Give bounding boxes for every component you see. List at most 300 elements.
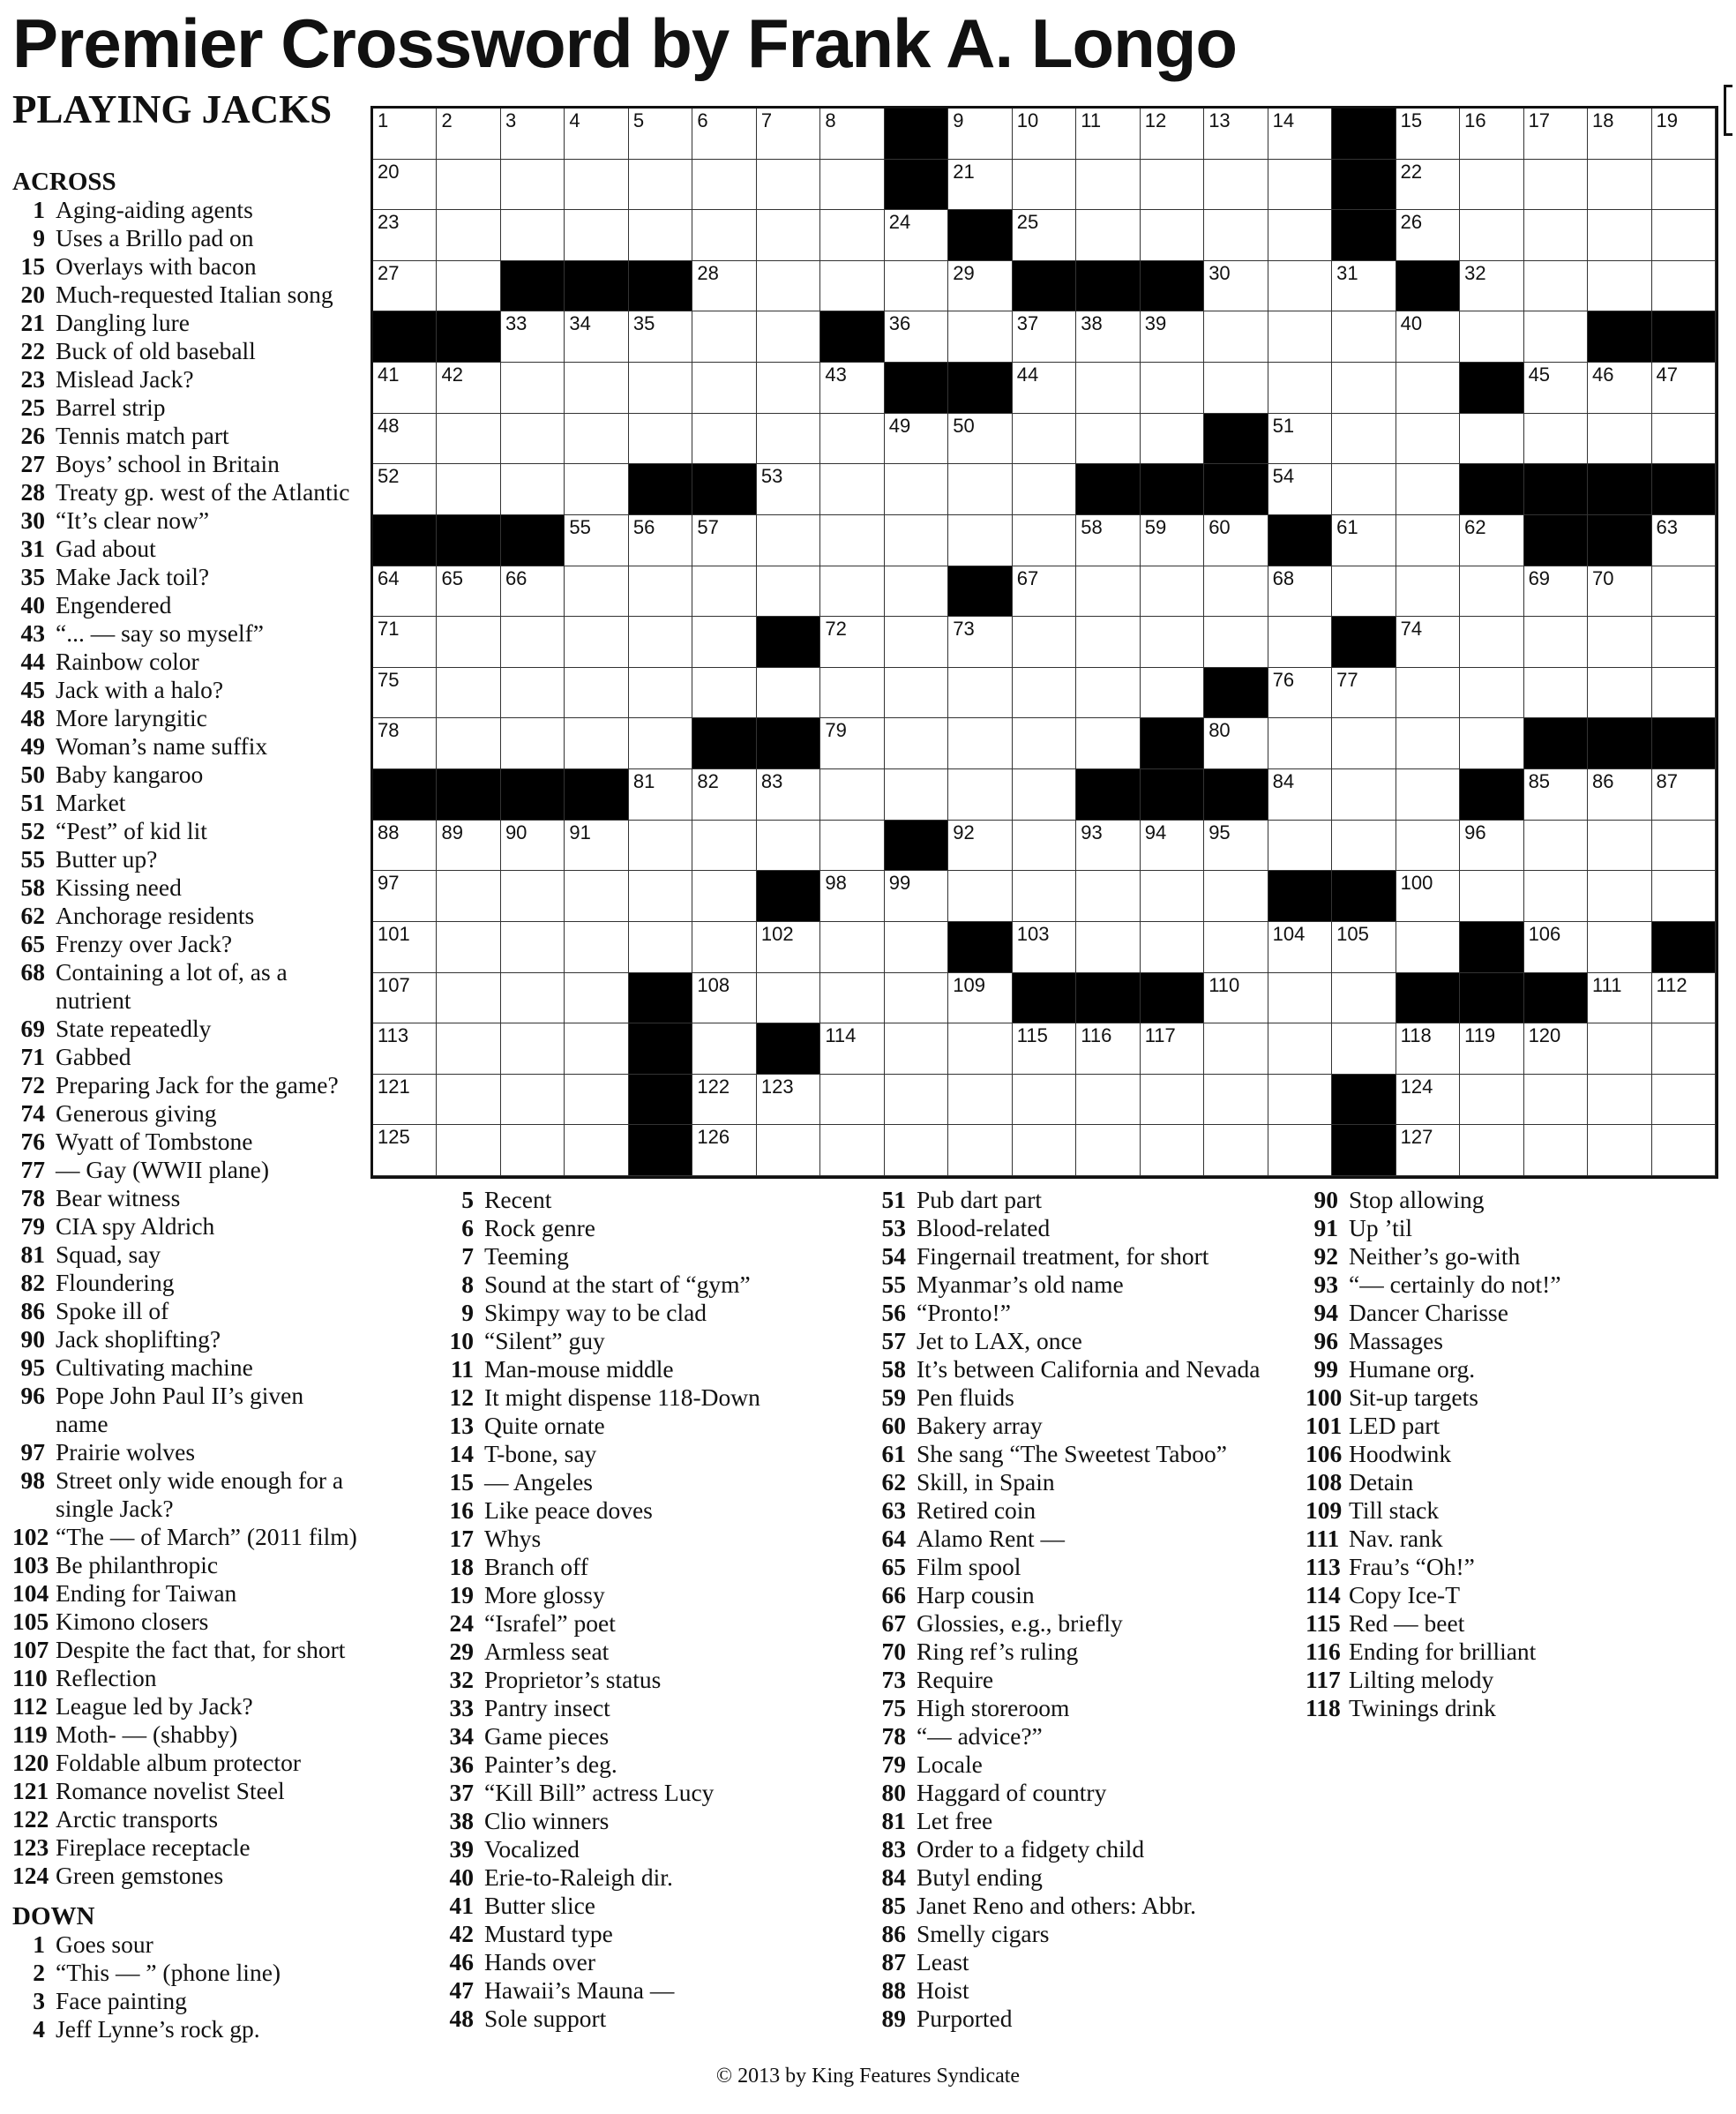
grid-cell[interactable] <box>1332 311 1396 363</box>
grid-cell[interactable] <box>757 210 820 261</box>
grid-cell[interactable] <box>1076 109 1140 160</box>
grid-cell[interactable] <box>1268 821 1332 872</box>
grid-cell[interactable] <box>820 821 884 872</box>
grid-cell[interactable] <box>1076 210 1140 261</box>
grid-cell[interactable] <box>820 515 884 566</box>
grid-cell[interactable] <box>1204 617 1268 668</box>
across-clue[interactable] <box>12 1353 358 1382</box>
grid-cell[interactable] <box>565 973 628 1024</box>
across-clue[interactable] <box>12 563 358 591</box>
grid-cell[interactable] <box>1204 718 1268 769</box>
grid-cell[interactable] <box>757 668 820 719</box>
grid-cell[interactable] <box>1204 973 1268 1024</box>
grid-cell[interactable] <box>820 718 884 769</box>
grid-cell[interactable] <box>565 464 628 515</box>
across-clue[interactable] <box>12 1382 358 1438</box>
grid-cell[interactable] <box>1588 922 1651 973</box>
down-clue[interactable] <box>441 1722 864 1750</box>
grid-cell[interactable] <box>1460 1075 1523 1126</box>
down-clue[interactable] <box>873 1186 1297 1214</box>
grid-cell[interactable] <box>373 1125 437 1176</box>
grid-cell[interactable] <box>1524 109 1588 160</box>
grid-cell[interactable] <box>629 769 692 821</box>
down-clue[interactable] <box>873 1750 1297 1779</box>
grid-cell[interactable] <box>1652 160 1716 211</box>
across-clue[interactable] <box>12 817 358 845</box>
grid-cell[interactable] <box>1588 566 1651 618</box>
down-clue[interactable] <box>873 1496 1297 1525</box>
grid-cell[interactable] <box>565 922 628 973</box>
grid-cell[interactable] <box>1460 261 1523 312</box>
grid-cell[interactable] <box>820 363 884 414</box>
grid-cell[interactable] <box>948 1125 1012 1176</box>
down-clue[interactable] <box>873 1779 1297 1807</box>
down-clue[interactable] <box>873 1327 1297 1355</box>
grid-cell[interactable] <box>820 464 884 515</box>
grid-cell[interactable] <box>885 617 948 668</box>
grid-cell[interactable] <box>1141 160 1204 211</box>
grid-cell[interactable] <box>885 718 948 769</box>
grid-cell[interactable] <box>1076 363 1140 414</box>
grid-cell[interactable] <box>1268 311 1332 363</box>
down-clue[interactable] <box>441 1440 864 1468</box>
grid-cell[interactable] <box>437 718 500 769</box>
grid-cell[interactable] <box>1524 1075 1588 1126</box>
grid-cell[interactable] <box>1141 566 1204 618</box>
across-clue[interactable] <box>12 1636 358 1664</box>
grid-cell[interactable] <box>501 973 565 1024</box>
grid-cell[interactable] <box>1524 311 1588 363</box>
down-clue[interactable] <box>873 1666 1297 1694</box>
grid-cell[interactable] <box>1524 363 1588 414</box>
grid-cell[interactable] <box>1588 668 1651 719</box>
grid-cell[interactable] <box>373 566 437 618</box>
grid-cell[interactable] <box>757 515 820 566</box>
grid-cell[interactable] <box>885 871 948 922</box>
grid-cell[interactable] <box>1524 210 1588 261</box>
grid-cell[interactable] <box>373 617 437 668</box>
down-clue[interactable] <box>1306 1525 1720 1553</box>
grid-cell[interactable] <box>885 922 948 973</box>
grid-cell[interactable] <box>501 109 565 160</box>
grid-cell[interactable] <box>948 464 1012 515</box>
grid-cell[interactable] <box>437 414 500 465</box>
down-clue[interactable] <box>1306 1383 1720 1412</box>
grid-cell[interactable] <box>1652 1023 1716 1075</box>
across-clue[interactable] <box>12 1043 358 1071</box>
grid-cell[interactable] <box>1332 464 1396 515</box>
grid-cell[interactable] <box>885 769 948 821</box>
grid-cell[interactable] <box>820 871 884 922</box>
grid-cell[interactable] <box>1524 821 1588 872</box>
grid-cell[interactable] <box>373 109 437 160</box>
across-clue[interactable] <box>12 1692 358 1720</box>
down-clue[interactable] <box>873 1638 1297 1666</box>
grid-cell[interactable] <box>565 210 628 261</box>
down-clue[interactable] <box>441 1779 864 1807</box>
grid-cell[interactable] <box>437 821 500 872</box>
grid-cell[interactable] <box>629 718 692 769</box>
grid-cell[interactable] <box>757 261 820 312</box>
grid-cell[interactable] <box>757 973 820 1024</box>
grid-cell[interactable] <box>948 414 1012 465</box>
grid-cell[interactable] <box>820 973 884 1024</box>
down-clue[interactable] <box>1306 1271 1720 1299</box>
down-clue[interactable] <box>441 1750 864 1779</box>
down-clue[interactable] <box>441 1553 864 1581</box>
down-clue[interactable] <box>441 1807 864 1835</box>
grid-cell[interactable] <box>820 566 884 618</box>
grid-cell[interactable] <box>1460 617 1523 668</box>
across-clue[interactable] <box>12 676 358 704</box>
grid-cell[interactable] <box>373 1075 437 1126</box>
grid-cell[interactable] <box>1204 311 1268 363</box>
across-clue[interactable] <box>12 394 358 422</box>
grid-cell[interactable] <box>1652 1125 1716 1176</box>
grid-cell[interactable] <box>373 160 437 211</box>
grid-cell[interactable] <box>1076 160 1140 211</box>
down-clue[interactable] <box>441 1271 864 1299</box>
grid-cell[interactable] <box>885 464 948 515</box>
grid-cell[interactable] <box>1524 617 1588 668</box>
grid-cell[interactable] <box>1332 718 1396 769</box>
down-clue[interactable] <box>441 1468 864 1496</box>
grid-cell[interactable] <box>1588 160 1651 211</box>
grid-cell[interactable] <box>1204 160 1268 211</box>
grid-cell[interactable] <box>1652 617 1716 668</box>
grid-cell[interactable] <box>885 311 948 363</box>
grid-cell[interactable] <box>1141 210 1204 261</box>
grid-cell[interactable] <box>1332 566 1396 618</box>
grid-cell[interactable] <box>820 617 884 668</box>
across-clue[interactable] <box>12 1664 358 1692</box>
grid-cell[interactable] <box>1076 1125 1140 1176</box>
down-clue[interactable] <box>12 2015 358 2043</box>
grid-cell[interactable] <box>1652 1075 1716 1126</box>
grid-cell[interactable] <box>1588 1125 1651 1176</box>
grid-cell[interactable] <box>1588 261 1651 312</box>
across-clue[interactable] <box>12 450 358 478</box>
grid-cell[interactable] <box>885 668 948 719</box>
grid-cell[interactable] <box>565 871 628 922</box>
across-clue[interactable] <box>12 196 358 224</box>
down-clue[interactable] <box>873 1214 1297 1242</box>
across-clue[interactable] <box>12 1466 358 1523</box>
grid-cell[interactable] <box>1013 414 1076 465</box>
across-clue[interactable] <box>12 1579 358 1608</box>
down-clue[interactable] <box>873 1468 1297 1496</box>
grid-cell[interactable] <box>1396 566 1460 618</box>
grid-cell[interactable] <box>1013 464 1076 515</box>
grid-cell[interactable] <box>629 821 692 872</box>
down-clue[interactable] <box>873 1355 1297 1383</box>
grid-cell[interactable] <box>501 617 565 668</box>
grid-cell[interactable] <box>757 566 820 618</box>
grid-cell[interactable] <box>948 617 1012 668</box>
grid-cell[interactable] <box>1013 160 1076 211</box>
grid-cell[interactable] <box>820 261 884 312</box>
across-clue[interactable] <box>12 1438 358 1466</box>
across-clue[interactable] <box>12 1749 358 1777</box>
grid-cell[interactable] <box>1013 871 1076 922</box>
grid-cell[interactable] <box>820 769 884 821</box>
grid-cell[interactable] <box>757 363 820 414</box>
grid-cell[interactable] <box>948 821 1012 872</box>
grid-cell[interactable] <box>1332 821 1396 872</box>
down-clue[interactable] <box>441 1863 864 1892</box>
across-clue[interactable] <box>12 1720 358 1749</box>
grid-cell[interactable] <box>1013 769 1076 821</box>
grid-cell[interactable] <box>1076 414 1140 465</box>
grid-cell[interactable] <box>1396 1023 1460 1075</box>
grid-cell[interactable] <box>1204 363 1268 414</box>
across-clue[interactable] <box>12 1862 358 1890</box>
across-clue[interactable] <box>12 761 358 789</box>
grid-cell[interactable] <box>1524 769 1588 821</box>
down-clue[interactable] <box>441 1383 864 1412</box>
down-clue[interactable] <box>873 1412 1297 1440</box>
across-clue[interactable] <box>12 591 358 619</box>
grid-cell[interactable] <box>757 109 820 160</box>
across-clue[interactable] <box>12 1608 358 1636</box>
down-clue[interactable] <box>873 1920 1297 1948</box>
grid-cell[interactable] <box>1268 566 1332 618</box>
grid-cell[interactable] <box>629 566 692 618</box>
grid-cell[interactable] <box>1141 515 1204 566</box>
grid-cell[interactable] <box>1013 1075 1076 1126</box>
grid-cell[interactable] <box>1141 617 1204 668</box>
grid-cell[interactable] <box>565 1023 628 1075</box>
grid-cell[interactable] <box>1396 515 1460 566</box>
grid-cell[interactable] <box>1460 1023 1523 1075</box>
grid-cell[interactable] <box>629 922 692 973</box>
grid-cell[interactable] <box>820 414 884 465</box>
grid-cell[interactable] <box>1013 1023 1076 1075</box>
grid-cell[interactable] <box>1141 311 1204 363</box>
across-clue[interactable] <box>12 506 358 535</box>
down-clue[interactable] <box>873 1807 1297 1835</box>
grid-cell[interactable] <box>1396 464 1460 515</box>
grid-cell[interactable] <box>629 109 692 160</box>
grid-cell[interactable] <box>692 821 756 872</box>
grid-cell[interactable] <box>692 160 756 211</box>
grid-cell[interactable] <box>629 210 692 261</box>
across-clue[interactable] <box>12 902 358 930</box>
down-clue[interactable] <box>1306 1214 1720 1242</box>
grid-cell[interactable] <box>437 1125 500 1176</box>
down-clue[interactable] <box>873 1242 1297 1271</box>
down-clue[interactable] <box>873 1440 1297 1468</box>
grid-cell[interactable] <box>757 1125 820 1176</box>
grid-cell[interactable] <box>1460 414 1523 465</box>
grid-cell[interactable] <box>1076 821 1140 872</box>
down-clue[interactable] <box>873 1299 1297 1327</box>
grid-cell[interactable] <box>1460 668 1523 719</box>
grid-cell[interactable] <box>629 363 692 414</box>
grid-cell[interactable] <box>1013 922 1076 973</box>
grid-cell[interactable] <box>1268 414 1332 465</box>
grid-cell[interactable] <box>1588 617 1651 668</box>
grid-cell[interactable] <box>1396 363 1460 414</box>
grid-cell[interactable] <box>885 1023 948 1075</box>
down-clue[interactable] <box>873 1892 1297 1920</box>
down-clue[interactable] <box>873 1581 1297 1609</box>
down-clue[interactable] <box>873 1553 1297 1581</box>
grid-cell[interactable] <box>1141 871 1204 922</box>
across-clue[interactable] <box>12 422 358 450</box>
grid-cell[interactable] <box>1332 973 1396 1024</box>
down-clue[interactable] <box>441 1835 864 1863</box>
grid-cell[interactable] <box>1396 1125 1460 1176</box>
grid-cell[interactable] <box>948 515 1012 566</box>
grid-cell[interactable] <box>692 261 756 312</box>
grid-cell[interactable] <box>1524 668 1588 719</box>
across-clue[interactable] <box>12 1833 358 1862</box>
grid-cell[interactable] <box>437 668 500 719</box>
grid-cell[interactable] <box>1076 515 1140 566</box>
grid-cell[interactable] <box>757 464 820 515</box>
grid-cell[interactable] <box>1332 261 1396 312</box>
across-clue[interactable] <box>12 281 358 309</box>
grid-cell[interactable] <box>1076 1075 1140 1126</box>
grid-cell[interactable] <box>501 821 565 872</box>
across-clue[interactable] <box>12 1156 358 1184</box>
grid-cell[interactable] <box>501 363 565 414</box>
grid-cell[interactable] <box>565 160 628 211</box>
grid-cell[interactable] <box>1076 668 1140 719</box>
down-clue[interactable] <box>1306 1666 1720 1694</box>
grid-cell[interactable] <box>437 210 500 261</box>
across-clue[interactable] <box>12 1777 358 1805</box>
down-clue[interactable] <box>873 1835 1297 1863</box>
grid-cell[interactable] <box>1652 210 1716 261</box>
across-clue[interactable] <box>12 252 358 281</box>
grid-cell[interactable] <box>1141 821 1204 872</box>
across-clue[interactable] <box>12 1805 358 1833</box>
grid-cell[interactable] <box>1460 718 1523 769</box>
grid-cell[interactable] <box>1076 1023 1140 1075</box>
grid-cell[interactable] <box>1268 769 1332 821</box>
grid-cell[interactable] <box>948 160 1012 211</box>
grid-cell[interactable] <box>948 261 1012 312</box>
grid-cell[interactable] <box>1332 363 1396 414</box>
grid-cell[interactable] <box>1204 566 1268 618</box>
across-clue[interactable] <box>12 478 358 506</box>
across-clue[interactable] <box>12 958 358 1015</box>
grid-cell[interactable] <box>437 871 500 922</box>
grid-cell[interactable] <box>1524 922 1588 973</box>
grid-cell[interactable] <box>1268 1075 1332 1126</box>
grid-cell[interactable] <box>948 871 1012 922</box>
down-clue[interactable] <box>1306 1638 1720 1666</box>
grid-cell[interactable] <box>1076 718 1140 769</box>
across-clue[interactable] <box>12 930 358 958</box>
grid-cell[interactable] <box>501 871 565 922</box>
grid-cell[interactable] <box>437 363 500 414</box>
grid-cell[interactable] <box>948 109 1012 160</box>
across-clue[interactable] <box>12 1551 358 1579</box>
grid-cell[interactable] <box>757 821 820 872</box>
grid-cell[interactable] <box>692 414 756 465</box>
across-clue[interactable] <box>12 789 358 817</box>
grid-cell[interactable] <box>1013 566 1076 618</box>
grid-cell[interactable] <box>437 261 500 312</box>
grid-cell[interactable] <box>1460 1125 1523 1176</box>
grid-cell[interactable] <box>1524 566 1588 618</box>
grid-cell[interactable] <box>501 414 565 465</box>
grid-cell[interactable] <box>1652 566 1716 618</box>
down-clue[interactable] <box>1306 1327 1720 1355</box>
grid-cell[interactable] <box>692 769 756 821</box>
grid-cell[interactable] <box>1332 1023 1396 1075</box>
across-clue[interactable] <box>12 224 358 252</box>
down-clue[interactable] <box>441 1948 864 1976</box>
down-clue[interactable] <box>441 1920 864 1948</box>
grid-cell[interactable] <box>565 718 628 769</box>
grid-cell[interactable] <box>757 414 820 465</box>
grid-cell[interactable] <box>1396 1075 1460 1126</box>
across-clue[interactable] <box>12 365 358 394</box>
grid-cell[interactable] <box>373 821 437 872</box>
down-clue[interactable] <box>873 1525 1297 1553</box>
grid-cell[interactable] <box>885 414 948 465</box>
grid-cell[interactable] <box>1141 1023 1204 1075</box>
grid-cell[interactable] <box>1332 515 1396 566</box>
grid-cell[interactable] <box>948 973 1012 1024</box>
across-clue[interactable] <box>12 1128 358 1156</box>
grid-cell[interactable] <box>1588 1023 1651 1075</box>
grid-cell[interactable] <box>692 973 756 1024</box>
grid-cell[interactable] <box>1332 769 1396 821</box>
down-clue[interactable] <box>873 1271 1297 1299</box>
grid-cell[interactable] <box>692 566 756 618</box>
grid-cell[interactable] <box>373 1023 437 1075</box>
grid-cell[interactable] <box>373 871 437 922</box>
grid-cell[interactable] <box>1652 973 1716 1024</box>
grid-cell[interactable] <box>1013 515 1076 566</box>
grid-cell[interactable] <box>501 1125 565 1176</box>
grid-cell[interactable] <box>692 617 756 668</box>
grid-cell[interactable] <box>1204 1125 1268 1176</box>
grid-cell[interactable] <box>565 414 628 465</box>
across-clue[interactable] <box>12 1297 358 1325</box>
grid-cell[interactable] <box>1588 414 1651 465</box>
grid-cell[interactable] <box>1076 871 1140 922</box>
down-clue[interactable] <box>1306 1355 1720 1383</box>
across-clue[interactable] <box>12 845 358 873</box>
grid-cell[interactable] <box>820 160 884 211</box>
down-clue[interactable] <box>1306 1496 1720 1525</box>
down-clue[interactable] <box>441 1412 864 1440</box>
grid-cell[interactable] <box>1396 160 1460 211</box>
grid-cell[interactable] <box>1460 109 1523 160</box>
grid-cell[interactable] <box>1204 1023 1268 1075</box>
down-clue[interactable] <box>873 1976 1297 2005</box>
grid-cell[interactable] <box>1588 769 1651 821</box>
grid-cell[interactable] <box>1396 311 1460 363</box>
grid-cell[interactable] <box>501 566 565 618</box>
grid-cell[interactable] <box>1652 363 1716 414</box>
down-clue[interactable] <box>1306 1553 1720 1581</box>
grid-cell[interactable] <box>1652 769 1716 821</box>
down-clue[interactable] <box>1306 1694 1720 1722</box>
grid-cell[interactable] <box>1076 566 1140 618</box>
down-clue[interactable] <box>441 1666 864 1694</box>
grid-cell[interactable] <box>565 363 628 414</box>
grid-cell[interactable] <box>501 1075 565 1126</box>
across-clue[interactable] <box>12 1099 358 1128</box>
grid-cell[interactable] <box>1460 871 1523 922</box>
